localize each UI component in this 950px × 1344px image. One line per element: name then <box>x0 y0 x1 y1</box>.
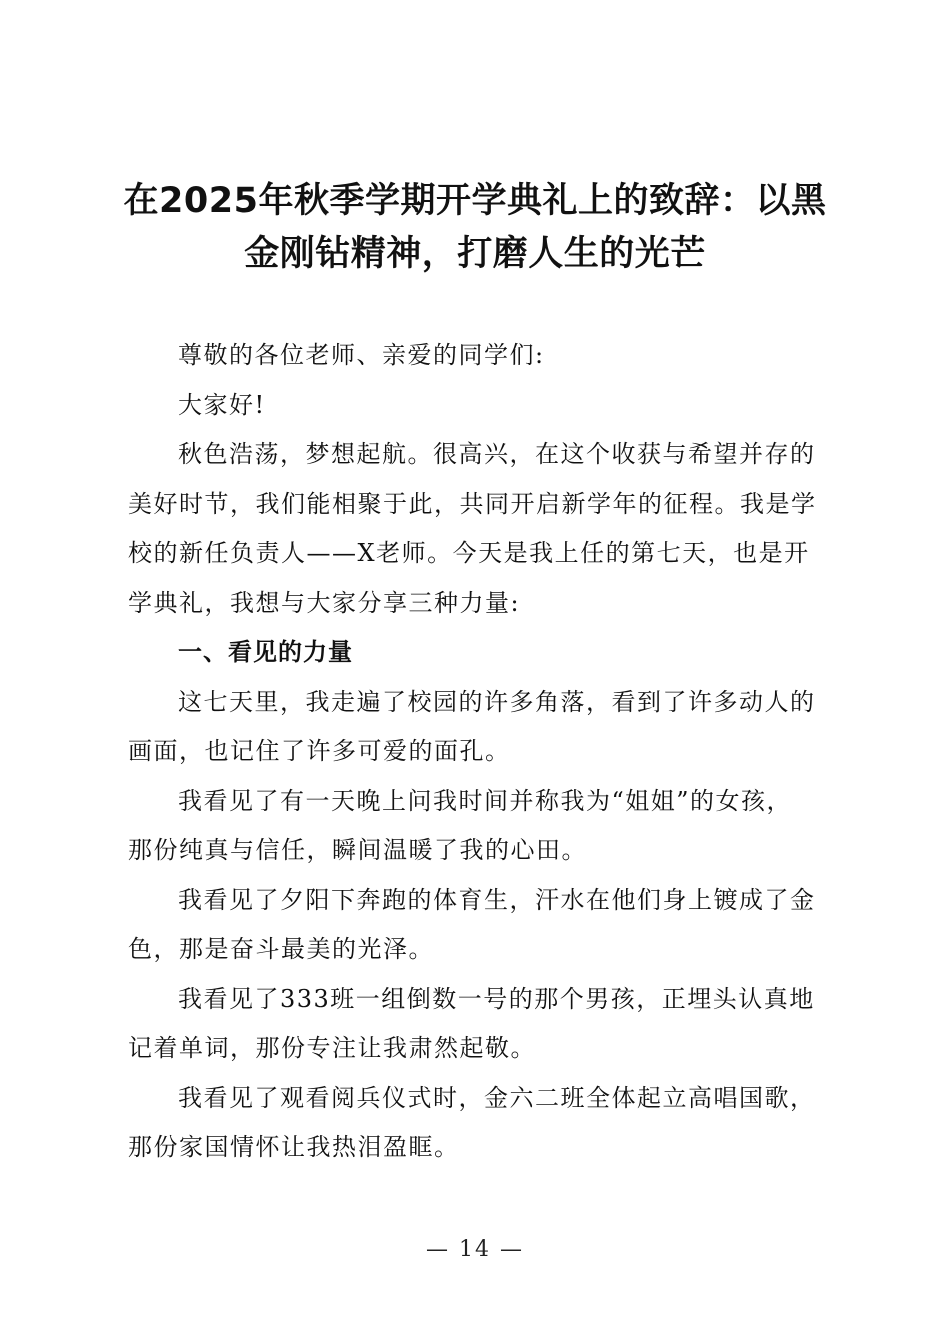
paragraph-line: 画面，也记住了许多可爱的面孔。 <box>128 737 511 765</box>
document-body <box>128 331 832 1173</box>
paragraph-line: 秋色浩荡，梦想起航。很高兴，在这个收获与希望并存的 <box>178 440 816 468</box>
paragraph-line: 我看见了夕阳下奔跑的体育生，汗水在他们身上镀成了金 <box>178 885 816 914</box>
section-heading <box>128 628 832 678</box>
paragraph-line: 美好时节，我们能相聚于此，共同开启新学年的征程。我是学 <box>128 489 817 518</box>
paragraph-line: 那份家国情怀让我热泪盈眶。 <box>128 1133 460 1161</box>
document-title <box>110 175 840 281</box>
paragraph-line: 色，那是奋斗最美的光泽。 <box>128 935 434 963</box>
body-paragraph <box>128 1074 832 1173</box>
paragraph-line: 尊敬的各位老师、亲爱的同学们: <box>178 341 545 369</box>
section-heading-text: 一、看见的力量 <box>178 638 353 666</box>
salutation-paragraph <box>128 331 832 381</box>
paragraph-line: 记着单词，那份专注让我肃然起敬。 <box>128 1034 536 1062</box>
paragraph-line: 学典礼，我想与大家分享三种力量: <box>128 588 521 617</box>
paragraph-line: 大家好! <box>178 390 266 419</box>
paragraph-line: 这七天里，我走遍了校园的许多角落，看到了许多动人的 <box>178 687 816 716</box>
paragraph-line: 我看见了333班一组倒数一号的那个男孩，正埋头认真地 <box>178 984 815 1013</box>
paragraph-line: 我看见了观看阅兵仪式时，金六二班全体起立高唱国歌， <box>178 1083 816 1112</box>
title-line-1: 在2025年秋季学期开学典礼上的致辞：以黑 <box>123 181 827 221</box>
body-paragraph <box>128 777 832 876</box>
title-line-2: 金刚钻精神，打磨人生的光芒 <box>244 234 706 274</box>
body-paragraph <box>128 975 832 1074</box>
body-paragraph <box>128 678 832 777</box>
body-paragraph <box>128 876 832 975</box>
paragraph-line: 校的新任负责人——X老师。今天是我上任的第七天，也是开 <box>128 539 810 567</box>
page-number: — 14 — <box>426 1237 524 1262</box>
paragraph-line: 那份纯真与信任，瞬间温暖了我的心田。 <box>128 836 587 864</box>
intro-paragraph <box>128 430 832 628</box>
paragraph-line: 我看见了有一天晚上问我时间并称我为“姐姐”的女孩， <box>178 786 793 815</box>
greeting-paragraph <box>128 381 832 431</box>
